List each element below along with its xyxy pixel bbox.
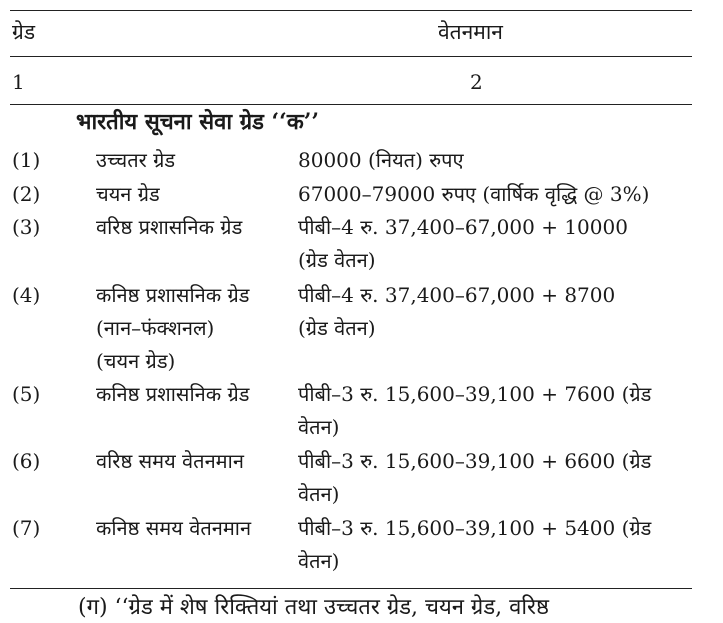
grade-name: वरिष्ठ समय वेतनमान <box>96 449 244 473</box>
pay-scale: (ग्रेड वेतन) <box>298 248 376 272</box>
row-number: (6) <box>12 449 41 473</box>
row-number: (3) <box>12 215 41 239</box>
row-number: (1) <box>12 148 41 172</box>
grade-name: कनिष्ठ समय वेतनमान <box>96 516 252 540</box>
header-pay-scale: वेतनमान <box>438 20 503 44</box>
pay-scale: 80000 (नियत) रुपए <box>298 148 464 172</box>
pay-scale: पीबी–3 रु. 15,600–39,100 + 6600 (ग्रेड <box>298 449 652 473</box>
row-number: (4) <box>12 283 41 307</box>
pay-scale: वेतन) <box>298 482 340 506</box>
pay-scale: पीबी–3 रु. 15,600–39,100 + 5400 (ग्रेड <box>298 516 652 540</box>
row-number: (5) <box>12 382 41 406</box>
row-number: (7) <box>12 516 41 540</box>
grade-name: कनिष्ठ प्रशासनिक ग्रेड <box>96 283 250 307</box>
grade-name: (चयन ग्रेड) <box>96 349 176 373</box>
grade-name: कनिष्ठ प्रशासनिक ग्रेड <box>96 382 250 406</box>
header-rule <box>10 56 692 57</box>
pay-scale: वेतन) <box>298 415 340 439</box>
grade-name: (नान–फंक्शनल) <box>96 316 215 340</box>
pay-scale: पीबी–4 रु. 37,400–67,000 + 8700 <box>298 283 616 307</box>
col-number-1: 1 <box>12 70 25 94</box>
footer-text: (ग) ‘‘ग्रेड में शेष रिक्तियां तथा उच्चतर ग्रेड, चयन ग्रेड, वरिष्ठ <box>78 595 549 620</box>
col-number-2: 2 <box>470 70 483 94</box>
section-title: भारतीय सूचना सेवा ग्रेड ‘‘क’’ <box>76 109 320 135</box>
pay-scale: वेतन) <box>298 549 340 573</box>
grade-name: चयन ग्रेड <box>96 182 160 206</box>
top-rule <box>10 10 692 11</box>
grade-name: वरिष्ठ प्रशासनिक ग्रेड <box>96 215 243 239</box>
bottom-rule <box>10 588 692 589</box>
pay-scale: (ग्रेड वेतन) <box>298 316 376 340</box>
pay-scale: पीबी–3 रु. 15,600–39,100 + 7600 (ग्रेड <box>298 382 652 406</box>
grade-name: उच्चतर ग्रेड <box>96 148 176 172</box>
header-grade: ग्रेड <box>12 20 36 44</box>
pay-scale: 67000–79000 रुपए (वार्षिक वृद्धि @ 3%) <box>298 182 650 206</box>
row-number: (2) <box>12 182 41 206</box>
pay-scale: पीबी–4 रु. 37,400–67,000 + 10000 <box>298 215 628 239</box>
col-number-rule <box>10 104 692 105</box>
